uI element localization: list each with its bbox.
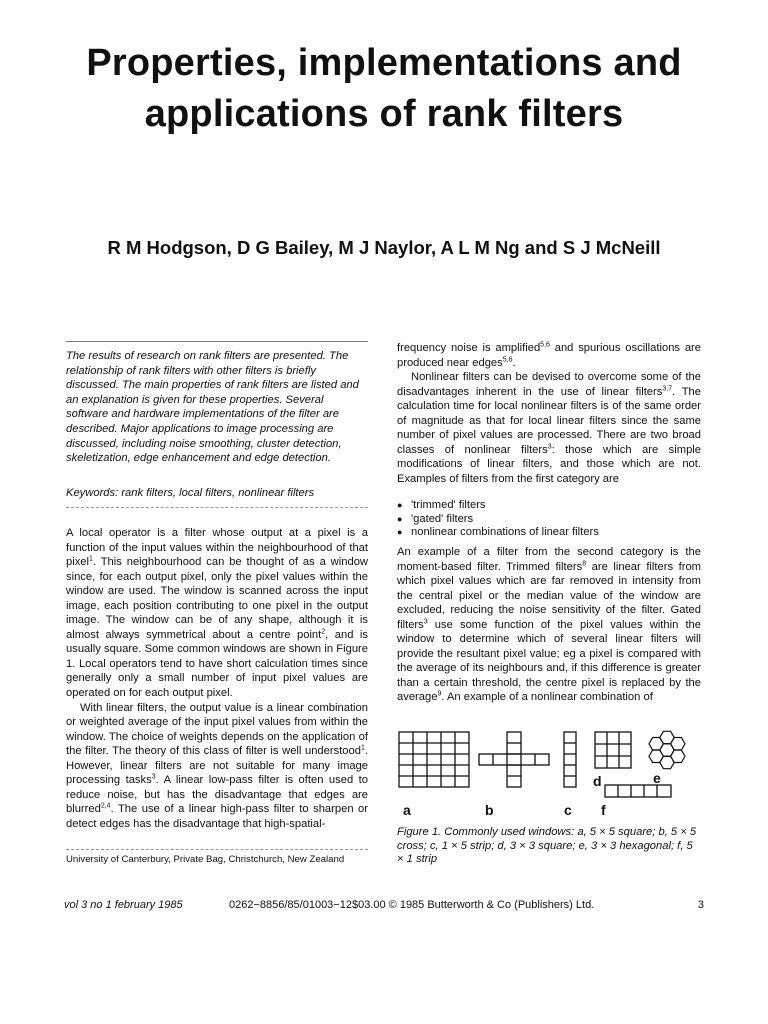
abstract: The results of research on rank filters are presented. The relationship of rank filters with other filters is briefly discussed. The main properties of rank filters are listed and an explanation is given for these properties. Several software and hardware implementations of the filter are described. Major applications to image processing are discussed, including noise smoothing, cluster detection, skeletization, edge enhancement and edge detection.: [66, 350, 359, 465]
reference-citation: 3: [423, 618, 428, 625]
reference-citation: 2,4: [100, 802, 111, 810]
page-number: 3: [697, 899, 704, 911]
strip-1x5-window: [564, 732, 576, 787]
reference-citation: 5,6: [502, 355, 513, 363]
hex-cell: [660, 731, 674, 743]
right-column-top: [397, 341, 701, 486]
right-paragraph-1: frequency noise is amplified$^{5,6}$ and spurious oscillations are produced near edges$^{5,6}$.: [397, 341, 701, 369]
hex-cell: [660, 756, 674, 768]
paper-title: Properties, implementations and applications of rank filters: [86, 42, 682, 135]
strip-5x1-window: [605, 785, 671, 797]
right-column-middle: [397, 545, 701, 705]
reference-citation: 5,6: [540, 341, 550, 349]
reference-citation: 1: [360, 744, 365, 752]
reference-citation: 2: [321, 628, 326, 636]
reference-citation: 3: [547, 443, 552, 451]
abstract-bottom-rule: [66, 507, 368, 508]
figure-label-f: f: [601, 802, 606, 818]
list-item: ● 'trimmed' filters: [397, 499, 701, 513]
figure-label-c: c: [564, 802, 572, 818]
footer-copyright: 0262−8856/85/01003−12$03.00 © 1985 Butterworth & Co (Publishers) Ltd.: [229, 899, 595, 911]
abstract-top-rule: [66, 341, 368, 342]
square-3x3-window: [595, 732, 631, 768]
right-paragraph-2: Nonlinear filters can be devised to overcome some of the disadvantages inherent in the use of linear filters$^{3,7}$. The calculation time for local nonlinear filters is of the same order of magnitude as that for local linear filters since the same number of pixel values are processed. There are two broad classes of nonlinear filters$^3$: those which are simple modifications of linear filters, and those which are not. Examples of filters from the first category are: [397, 371, 701, 485]
reference-citation: 3: [151, 773, 156, 781]
reference-citation: 8: [582, 559, 587, 567]
figure-label-b: b: [485, 802, 494, 818]
left-column-body: [66, 526, 368, 831]
figure-1-caption: Figure 1. Commonly used windows: a, 5 × 5 square; b, 5 × 5 cross; c, 1 × 5 strip; d, 3 × 3 square; e, 3 × 3 hexagonal; f, 5 × 1 strip: [397, 826, 697, 865]
list-item: ● 'gated' filters: [397, 513, 701, 527]
keywords: Keywords: rank filters, local filters, nonlinear filters: [66, 487, 315, 499]
author-list: R M Hodgson, D G Bailey, M J Naylor, A L M Ng and S J McNeill: [107, 237, 661, 258]
list-item: ● nonlinear combinations of linear filters: [397, 526, 701, 540]
right-paragraph-3: An example of a filter from the second category is the moment-based filter. Trimmed filters$^8$ are linear filters from which pixel values which are far removed in intensity from the central pixel or the median value of the window are excluded, reducing the noise sensitivity of the filter. Gated filters$^3$ use some function of the pixel values within the window to determine which of several linear filters will provide the resultant pixel value; eg a pixel is compared with the average of its neighbours and, if this difference is greater than a certain threshold, the centre pixel is replaced by the average$^9$. An example of a nonlinear combination of: [397, 546, 701, 704]
author-affiliation: University of Canterbury, Private Bag, Christchurch, New Zealand: [66, 854, 345, 865]
hexagonal-3x3-window: [649, 731, 685, 768]
intro-paragraph-2: With linear filters, the output value is a linear combination or weighted average of the input pixel values from within the window. The choice of weights depends on the application of the filter. The theory of this class of filter is well understood$^1$. However, linear filters are not suitable for many image processing tasks$^3$. A linear low-pass filter is often used to reduce noise, but has the disadvantage that edges are blurred$^{2,4}$. The use of a linear high-pass filter to sharpen or detect edges has the disadvantage that high-spatial-: [66, 701, 368, 830]
cross-5x5-window: [479, 732, 549, 787]
figure-1-windows: [397, 730, 701, 822]
square-5x5-window: [399, 732, 469, 787]
filter-category-list: [397, 499, 701, 540]
reference-citation: 3,7: [662, 384, 673, 392]
figure-label-a: a: [403, 802, 411, 818]
reference-citation: 9: [437, 690, 442, 698]
figure-label-e: e: [653, 770, 661, 786]
page-footer: [64, 899, 704, 915]
affiliation-rule: [66, 849, 368, 850]
figure-label-d: d: [593, 773, 602, 789]
intro-paragraph-1: A local operator is a filter whose output at a pixel is a function of the input values within the neighbourhood of that pixel$^1$. This neighbourhood can be thought of as a window since, for each output pixel, only the pixel values within the window are used. The window is scanned across the input image, each position contributing to one pixel in the output image. The window can be of any shape, although it is almost always symmetrical about a centre point$^2$, and is usually square. Some common windows are shown in Figure 1. Local operators tend to have short calculation times since generally only a small number of input pixel values are operated on for each output pixel.: [66, 527, 368, 700]
reference-citation: 1: [89, 555, 93, 563]
footer-journal-issue: vol 3 no 1 february 1985: [64, 899, 183, 911]
